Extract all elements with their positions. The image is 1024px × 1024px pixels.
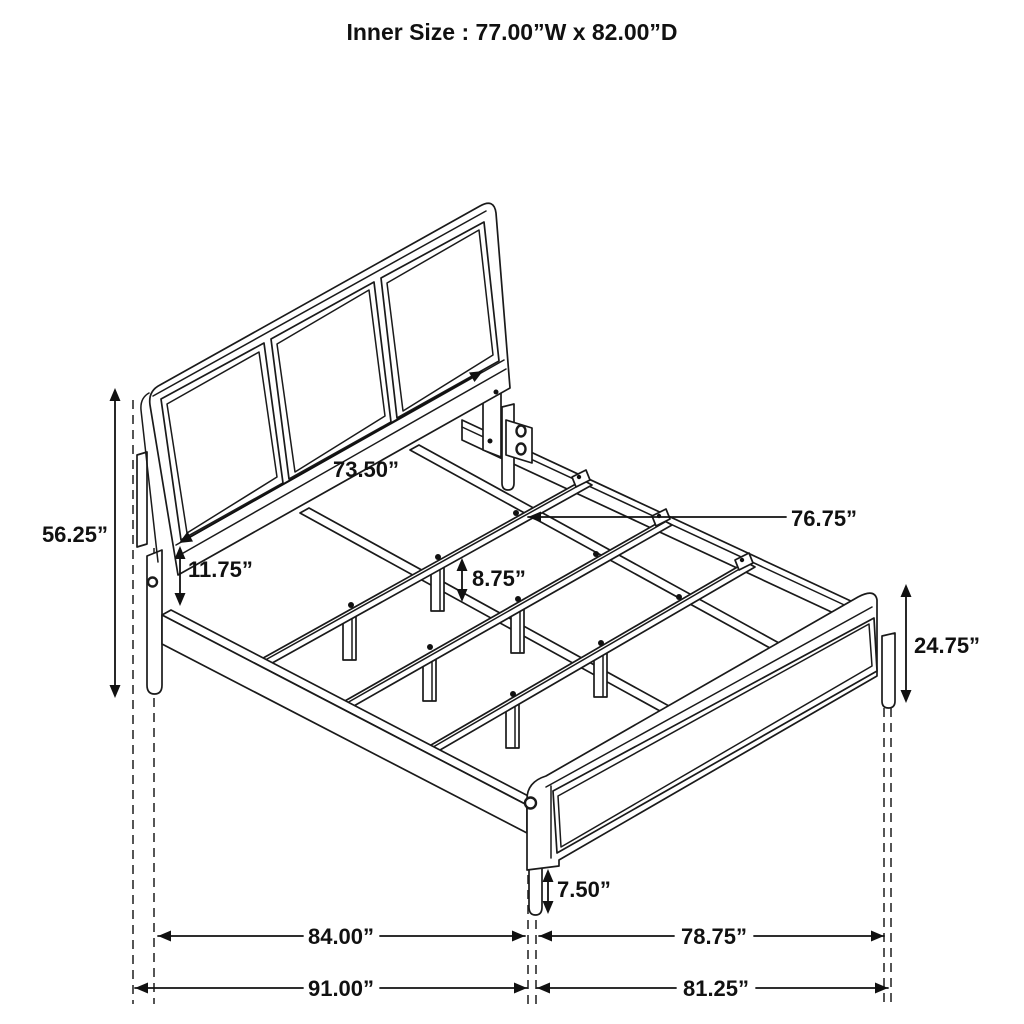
dimension-label-frame-inner: 84.00”	[307, 924, 375, 949]
arrowhead-down	[543, 901, 554, 914]
screw-dot	[577, 475, 581, 479]
arrowhead-up	[901, 584, 912, 597]
screw-dot	[676, 594, 682, 600]
bolt-hole	[517, 426, 526, 437]
screw-dot	[593, 551, 599, 557]
headboard-left-leg	[147, 550, 162, 694]
leg-pin-hole	[525, 798, 536, 809]
screw-dot	[427, 644, 433, 650]
screw-hole	[488, 439, 493, 444]
screw-dot	[510, 691, 516, 697]
dimension-label-footboard-leg: 7.50”	[557, 877, 611, 902]
leg-pin-hole	[148, 578, 157, 587]
dimension-label-headboard-width: 73.50”	[332, 457, 400, 482]
left-leg-bracket	[137, 452, 147, 547]
dimension-label-footboard-height: 24.75”	[914, 633, 981, 658]
dimension-label-rail-length: 76.75”	[791, 506, 858, 531]
arrowhead-up	[543, 869, 554, 882]
footboard-far-leg	[882, 633, 895, 708]
dimension-label-leg-height: 8.75”	[472, 566, 526, 591]
screw-dot	[348, 602, 354, 608]
footboard	[525, 593, 895, 915]
dimension-label-frame-inner-right: 78.75”	[680, 924, 748, 949]
page-title: Inner Size : 77.00”W x 82.00”D	[346, 19, 678, 45]
screw-dot	[740, 558, 744, 562]
dimension-label-frame-total-right: 81.25”	[682, 976, 750, 1001]
screw-dot	[435, 554, 441, 560]
screw-dot	[598, 640, 604, 646]
arrowhead-down	[175, 593, 186, 606]
arrowhead-down	[901, 690, 912, 703]
bolt-hole	[517, 444, 526, 455]
screw-hole	[494, 390, 499, 395]
dimension-label-panel-offset: 11.75”	[188, 557, 253, 582]
screw-dot	[513, 510, 519, 516]
arrowhead-down	[110, 685, 121, 698]
dimension-label-frame-total: 91.00”	[307, 976, 375, 1001]
dimension-label-headboard-height: 56.25”	[41, 522, 108, 547]
arrowhead-up	[110, 388, 121, 401]
screw-dot	[515, 596, 521, 602]
